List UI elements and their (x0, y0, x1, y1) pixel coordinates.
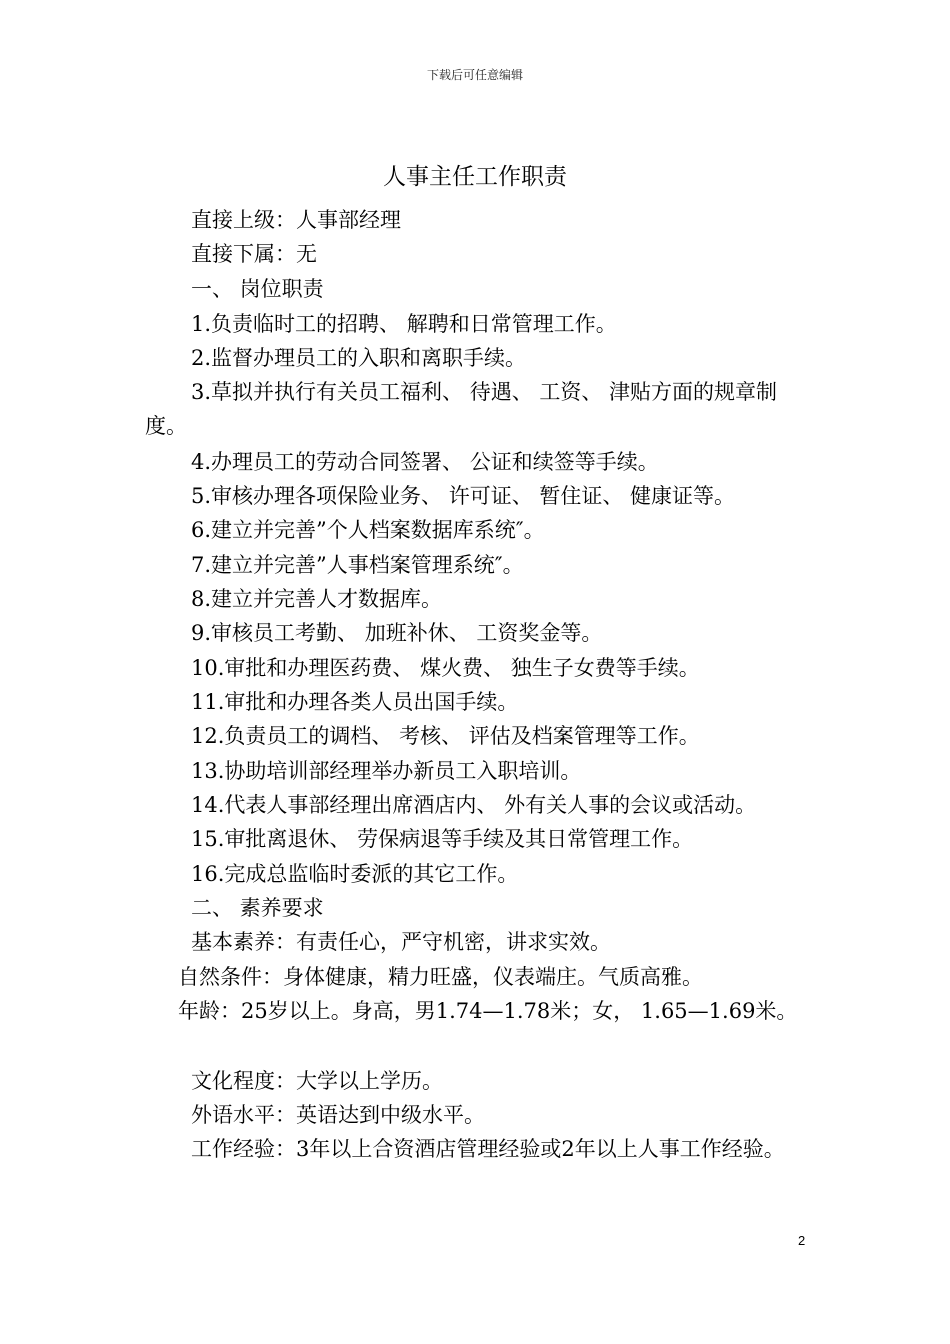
document-title: 人事主任工作职责 (383, 164, 567, 190)
duty-item: 4.办理员工的劳动合同签署、 公证和续签等手续。 (191, 450, 659, 474)
duty-item: 8.建立并完善人才数据库。 (191, 587, 443, 611)
duty-item: 11.审批和办理各类人员出国手续。 (191, 690, 519, 714)
duty-item: 5.审核办理各项保险业务、 许可证、 暂住证、 健康证等。 (191, 484, 736, 508)
duty-item: 7.建立并完善”人事档案管理系统″。 (191, 553, 524, 577)
basic-qualities: 基本素养：有责任心，严守机密，讲求实效。 (191, 930, 611, 954)
duty-item: 2.监督办理员工的入职和离职手续。 (191, 346, 527, 370)
duty-item: 9.审核员工考勤、 加班补休、 工资奖金等。 (191, 621, 603, 645)
duty-item: 6.建立并完善”个人档案数据库系统″。 (191, 518, 545, 542)
duty-item: 1.负责临时工的招聘、 解聘和日常管理工作。 (191, 312, 617, 336)
duty-item: 15.审批离退休、 劳保病退等手续及其日常管理工作。 (191, 827, 694, 851)
section-heading-duties: 一、 岗位职责 (191, 277, 324, 301)
duty-item: 14.代表人事部经理出席酒店内、 外有关人事的会议或活动。 (191, 793, 757, 817)
work-experience: 工作经验：3年以上合资酒店管理经验或2年以上人事工作经验。 (191, 1137, 785, 1161)
age-height: 年龄：25岁以上。身高，男1.74—1.78米；女， 1.65—1.69米。 (178, 999, 798, 1023)
duty-item: 3.草拟并执行有关员工福利、 待遇、 工资、 津贴方面的规章制度。 (145, 380, 778, 438)
page-header: 下载后可任意编辑 (426, 68, 523, 82)
duty-item: 13.协助培训部经理举办新员工入职培训。 (191, 759, 582, 783)
section-heading-requirements: 二、 素养要求 (191, 896, 324, 920)
language-level: 外语水平：英语达到中级水平。 (191, 1103, 485, 1127)
duty-item: 12.负责员工的调档、 考核、 评估及档案管理等工作。 (191, 724, 700, 748)
direct-subordinate: 直接下属：无 (191, 242, 317, 266)
page-number: 2 (798, 1233, 806, 1248)
education-level: 文化程度：大学以上学历。 (191, 1069, 443, 1093)
natural-conditions: 自然条件：身体健康，精力旺盛，仪表端庄。气质高雅。 (178, 965, 703, 989)
duty-item: 16.完成总监临时委派的其它工作。 (191, 862, 519, 886)
duty-item: 10.审批和办理医药费、 煤火费、 独生子女费等手续。 (191, 656, 700, 680)
direct-superior: 直接上级：人事部经理 (191, 208, 401, 232)
